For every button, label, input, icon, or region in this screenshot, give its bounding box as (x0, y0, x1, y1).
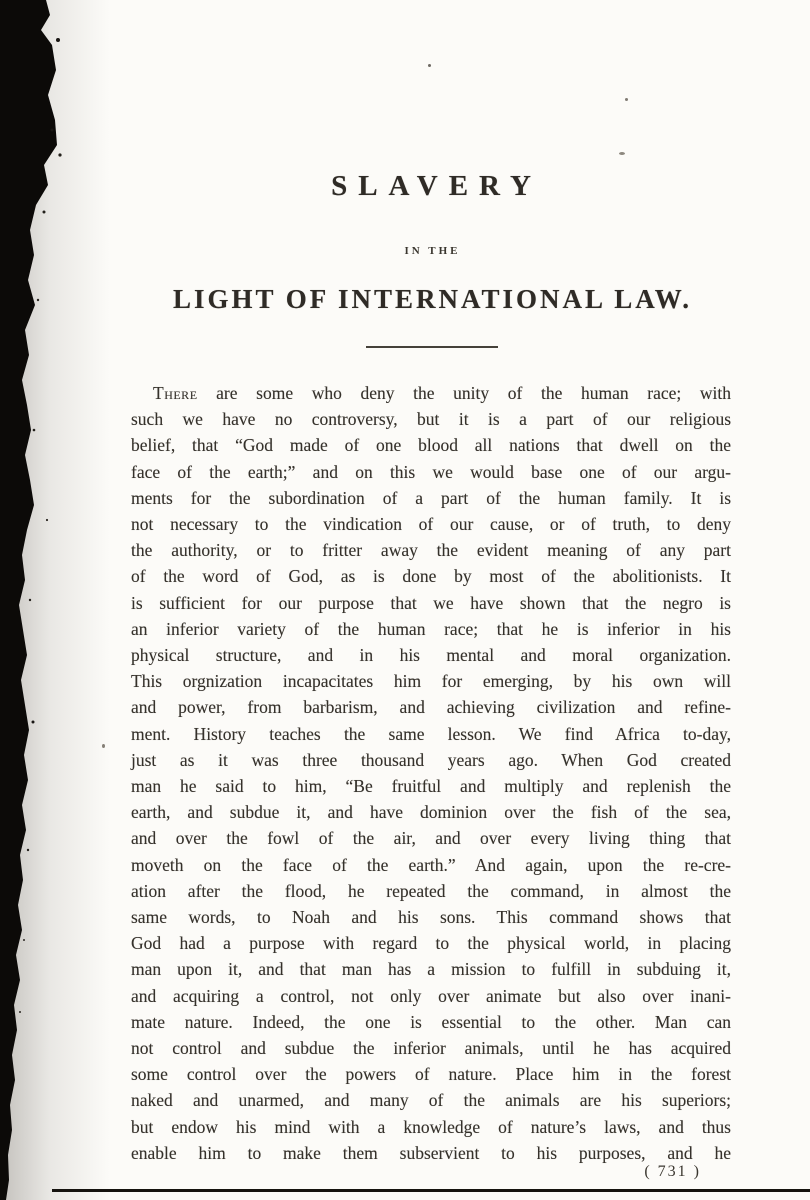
text-line: earth, and subdue it, and have dominion over the fish of the sea, (131, 802, 731, 823)
first-line-rest: are some who deny the unity of the human race; with (197, 383, 731, 403)
page-bottom-scan-line (52, 1189, 810, 1192)
document-title: SLAVERY (331, 170, 542, 202)
document-subtitle-small: IN THE (404, 245, 461, 257)
text-line: not control and subdue the inferior animals, until he has acquired (131, 1038, 731, 1059)
text-line: is sufficient for our purpose that we have shown that the negro is (131, 592, 731, 613)
page-number: ( 731 ) (644, 1163, 701, 1180)
text-line: such we have no controversy, but it is a part of our religious (131, 409, 731, 430)
lead-word: There (153, 383, 198, 403)
text-line: ment. History teaches the same lesson. We find Africa to-day, (131, 723, 731, 744)
text-line: not necessary to the vindication of our cause, or of truth, to deny (131, 514, 731, 535)
scan-speck (625, 98, 628, 101)
text-line: and power, from barbarism, and achieving civilization and refine- (131, 697, 731, 718)
text-line: and acquiring a control, not only over animate but also over inani- (131, 985, 731, 1006)
text-line: but endow his mind with a knowledge of nature’s laws, and thus (131, 1116, 731, 1137)
text-line: an inferior variety of the human race; that he is inferior in his (131, 618, 731, 639)
body-text (131, 380, 731, 1166)
text-line: of the word of God, as is done by most of the abolitionists. It (131, 566, 731, 587)
body-lines (131, 406, 731, 1166)
scan-speck (428, 64, 431, 67)
text-line: enable him to make them subservient to his purposes, and he (131, 1142, 731, 1163)
text-line: moveth on the face of the earth.” And again, upon the re-cre- (131, 854, 731, 875)
text-line: naked and unarmed, and many of the animals are his superiors; (131, 1090, 731, 1111)
text-line: physical structure, and in his mental and moral organization. (131, 645, 731, 666)
text-line: mate nature. Indeed, the one is essential to the other. Man can (131, 1011, 731, 1032)
text-line: just as it was three thousand years ago. When God created (131, 749, 731, 770)
text-line: same words, to Noah and his sons. This command shows that (131, 907, 731, 928)
scan-speck (102, 744, 105, 748)
document-subtitle: LIGHT OF INTERNATIONAL LAW. (172, 284, 693, 314)
text-line: ation after the flood, he repeated the command, in almost the (131, 880, 731, 901)
text-line: This orgnization incapacitates him for emerging, by his own will (131, 671, 731, 692)
book-binding-scan-artifact (0, 0, 80, 1200)
text-line: face of the earth;” and on this we would base one of our argu- (131, 461, 731, 482)
text-line: God had a purpose with regard to the physical world, in placing (131, 933, 731, 954)
text-line: man upon it, and that man has a mission to fulfill in subduing it, (131, 959, 731, 980)
text-line: belief, that “God made of one blood all nations that dwell on the (131, 435, 731, 456)
text-line: and over the fowl of the air, and over every living thing that (131, 828, 731, 849)
text-line: some control over the powers of nature. Place him in the forest (131, 1064, 731, 1085)
title-divider (366, 346, 498, 348)
text-line: the authority, or to fritter away the evident meaning of any part (131, 540, 731, 561)
scan-speck (619, 152, 625, 155)
body-first-line (131, 380, 731, 406)
text-line: ments for the subordination of a part of the human family. It is (131, 487, 731, 508)
text-line: man he said to him, “Be fruitful and multiply and replenish the (131, 776, 731, 797)
